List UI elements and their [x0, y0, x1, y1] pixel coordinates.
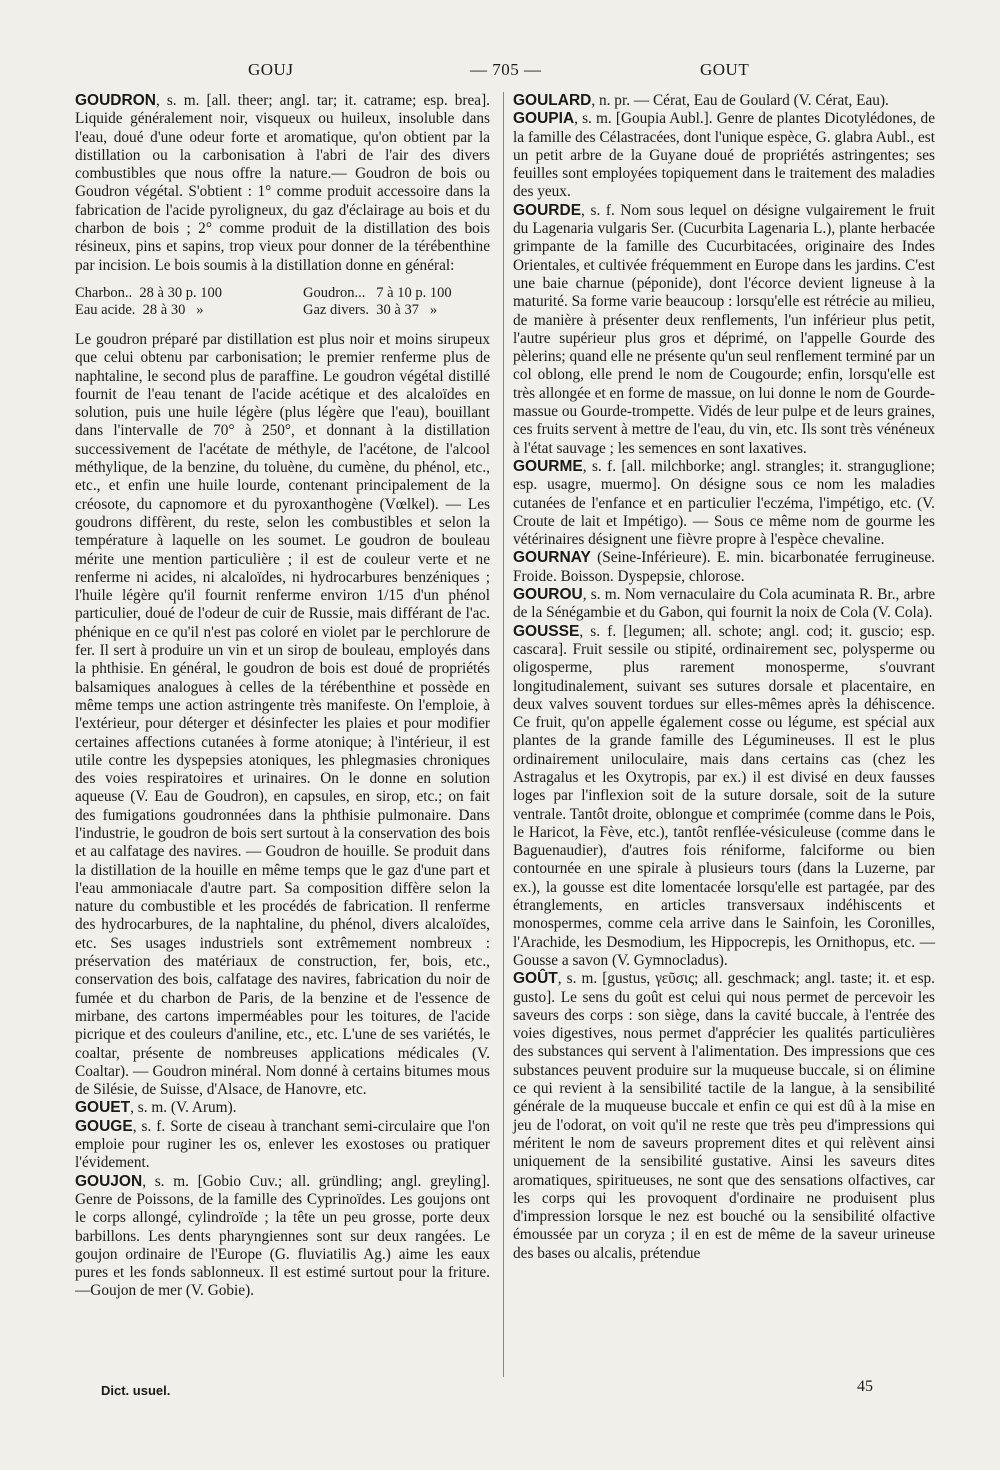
headword: GOUJON: [75, 1172, 143, 1190]
table-row: [75, 285, 490, 302]
table-cell: Eau acide. 28 à 30 »: [75, 301, 204, 318]
entry-gourde: GOURDE, s. f. Nom sous lequel on désigne vulgairement le fruit du Lagenaria vulgaris Ser. (Cucurbita Lagenaria L.), plante herbacée grimpante de la famille des Cucurbitacées, originaire des Indes Orientales, et cultivée fréquemment en Europe dans les jardins. C'est une baie charnue (péponide), dont l'écorce devient ligneuse à la maturité. Sa forme varie beaucoup : lorsqu'elle est rétrécie au milieu, de manière à présenter deux renflements, l'un inférieur plus petit, l'autre supérieur plus gros et déprimé, on l'appelle Gourde des pèlerins; quand elle ne présente qu'un seul renflement terminé par un col oblong, elle prend le nom de Cougourde; enfin, lorsqu'elle est très allongée et en forme de massue, on lui donne le nom de Gourde-massue ou Gourde-trompette. Vidés de leur pulpe et de leurs graines, ces fruits servent à mettre de l'eau, du vin, etc. Ils sont très vénéneux à l'état sauvage ; les semences en sont laxatives.: [513, 201, 935, 457]
entry-gourou: GOUROU, s. m. Nom vernaculaire du Cola acuminata R. Br., arbre de la Sénégambie et du Gabon, qui fournit la noix de Cola (V. Cola).: [513, 586, 935, 622]
headword: GOUGE: [75, 1117, 133, 1135]
entry-gout: GOÛT, s. m. [gustus, γεῦσις; all. geschmack; angl. taste; it. et esp. gusto]. Le sens du goût est celui qui nous permet de percevoir les saveurs des corps : son siège, dans la cavité buccale, à l'entrée des voies digestives, nous permet d'apprécier les qualités particulières des substances qui servent à l'alimentation. Des impressions que ces substances peuvent produire sur la muqueuse buccale, si on élimine ce qui revient à la sensibilité tactile de la langue, à la sensibilité générale de la muqueuse buccale et enfin ce qui est dû à la mise en jeu de l'odorat, on voit qu'il ne reste que très peu d'impressions qui méritent le nom de saveurs proprement dites et qui relèvent ainsi uniquement de la sensibilité gustative. Ainsi les saveurs dites aromatiques, spiritueuses, ne sont que des sensations olfactives, car les corps qui les provoquent d'ordinaire ne produisent plus d'impression lorsque le nez est bouché ou la sensibilité olfactive émoussée par un coryza ; il en est de même de la saveur urineuse des bases ou alcalis, prétendue: [513, 970, 935, 1262]
page-number: — 705 —: [470, 60, 542, 79]
entry-goulard: GOULARD, n. pr. — Cérat, Eau de Goulard (V. Cérat, Eau).: [513, 92, 889, 109]
entry-gourme: GOURME, s. f. [all. milchborke; angl. strangles; it. stranguglione; esp. usagre, muermo]. On désigne sous ce nom les maladies cutanées de l'enfance et en particulier l'eczéma, l'impétigo, etc. (V. Croute de lait et Impétigo). — Sous ce même nom de gourme les vétérinaires désignent une fièvre propre à l'espèce chevaline.: [513, 457, 935, 549]
headword: GOUET: [75, 1099, 131, 1117]
headword: GOURDE: [513, 201, 582, 219]
entry-gournay: GOURNAY (Seine-Inférieure). E. min. bicarbonatée ferrugineuse. Froide. Boisson. Dyspepsie, chlorose.: [513, 549, 935, 585]
column-divider: [503, 92, 504, 1377]
table-row: [75, 302, 490, 319]
headword: GOUSSE: [513, 622, 580, 640]
entry-gouge: GOUGE, s. f. Sorte de ciseau à tranchant semi-circulaire que l'on emploie pour ruginer les os, enlever les exostoses ou pratiquer l'évidement.: [75, 1117, 490, 1172]
distillation-table: [75, 285, 490, 319]
headword: GOURNAY: [513, 549, 591, 567]
entry-goudron-continued: Le goudron préparé par distillation est plus noir et moins sirupeux que celui obtenu par carbonisation; le premier renferme plus de naphtaline, le second plus de paraffine. Le goudron végétal distillé fournit de l'eau tenant de l'acide acétique et des alcaloïdes en solution, puis une huile légère (plus légère que l'eau), bouillant dans l'intervalle de 70° à 250°, et donnant à la distillation successivement de l'acétate de méthyle, de l'acétone, de l'alcool méthylique, de la benzine, du toluène, du cumène, du phénol, etc., etc., et enfin une huile lourde, contenant principalement de la créosote, du capnomore et du pyroxanthogène (Vœlkel). — Les goudrons diffèrent, du reste, selon les combustibles et selon la température à laquelle on les soumet. Le goudron de bouleau mérite une mention particulière ; il est de couleur verte et ne renferme ni acides, ni alcaloïdes, ni hydrocarbures benzéniques ; l'huile légère qu'il fournit renferme environ 1/15 d'un phénol particulier, doué de l'odeur de cuir de Russie, mais différant de l'ac. phénique en ce qu'il n'est pas coloré en violet par le perchlorure de fer. Il sert à produire un vin et un sirop de bouleau, employés dans la phthisie. En général, le goudron de bois est doué de propriétés balsamiques analogues à celles de la térébenthine et possède en même temps une action astringente très manifeste. On l'emploie, à l'extérieur, pour déterger et désinfecter les plaies et pour modifier certaines affections cutanées à forme atonique; à l'intérieur, il est utile contre les dyspepsies atoniques, les phlegmasies chroniques des voies respiratoires et urinaires. On le donne en solution aqueuse (V. Eau de Goudron), en capsules, en sirop, etc.; on fait des fumigations goudronnées dans la phthisie pulmonaire. Dans l'industrie, le goudron de bois sert surtout à la conservation des bois et au calfatage des navires. — Goudron de houille. Se produit dans la distillation de la houille en même temps que le gaz d'une part et l'eau ammoniacale d'autre part. Sa composition diffère selon la nature du combustible et les procédés de fabrication. Il renferme des hydrocarbures, de la naphtaline, du phénol, divers alcaloïdes, etc. Ses usages industriels sont extrêmement nombreux : préservation des matériaux de construction, fer, bois, etc., conservation des bois, calfatage des navires, fabrication du noir de fumée et du charbon de Paris, de la benzine et de l'essence de mirbane, des cartons imperméables pour les toitures, de l'acide picrique et des couleurs d'aniline, etc., etc. L'une de ses variétés, le coaltar, présente de nombreuses applications médicales (V. Coaltar). — Goudron minéral. Nom donné à certains bitumes mous de Silésie, de Suisse, d'Alsace, de Hanovre, etc.: [75, 330, 490, 1099]
entry-gouet: GOUET, s. m. (V. Arum).: [75, 1099, 237, 1117]
entry-goupia: GOUPIA, s. m. [Goupia Aubl.]. Genre de plantes Dicotylédones, de la famille des Célastracées, dont l'unique espèce, G. glabra Aubl., est un petit arbre de la Guyane doué de propriétés astringentes; ses feuilles sont employées topiquement dans le traitement des maladies des yeux.: [513, 110, 935, 201]
footer-signature: Dict. usuel.: [101, 1383, 171, 1398]
entry-gousse: GOUSSE, s. f. [legumen; all. schote; angl. cod; it. guscio; esp. cascara]. Fruit sessile ou stipité, ordinairement sec, polysperme ou oligosperme, plus rarement monosperme, s'ouvrant longitudinalement, suivant ses sutures dorsale et placentaire, en deux valves souvent tordues sur elles-mêmes après la déhiscence. Ce fruit, qu'on appelle également cosse ou légume, est spécial aux plantes de la grande famille des Légumineuses. Il est le plus ordinairement uniloculaire, mais dans certains cas (chez les Astragalus et les Oxytropis, par ex.) il est divisé en deux fausses loges par l'inflexion soit de la suture dorsale, soit de la suture ventrale. Tantôt droite, oblongue et comprimée (comme dans le Pois, le Haricot, la Fève, etc.), tantôt renflée-vésiculeuse (comme dans le Baguenaudier), d'autres fois réniforme, falciforme ou bien contournée en une spirale à plusieurs tours (dans la Luzerne, par ex.), la gousse est dite lomentacée lorsqu'elle est partagée, par des étranglements, en articles transversaux indéhiscents et monospermes, comme cela arrive dans le Sainfoin, les Coronilles, l'Arachide, les Desmodium, les Hippocrepis, les Ornithopus, etc. — Gousse a savon (V. Gymnocladus).: [513, 622, 935, 969]
running-head-left: GOUJ: [248, 60, 294, 79]
running-head-right: GOUT: [700, 60, 750, 79]
headword: GOUPIA: [513, 110, 575, 128]
entry-goudron: GOUDRON, s. m. [all. theer; angl. tar; it. catrame; esp. brea]. Liquide généralement noir, visqueux ou huileux, insoluble dans l'eau, doué d'une odeur forte et aromatique, qu'on obtient par la distillation ou la carbonisation à l'abri de l'air des divers combustibles que nous offre la nature.— Goudron de bois ou Goudron végétal. S'obtient : 1° comme produit accessoire dans la fabrication de l'acide pyroligneux, du gaz d'éclairage au bois et du charbon de bois ; 2° comme produit de la distillation des bois résineux, pins et sapins, trop vieux pour donner de la térébenthine par incision. Le bois soumis à la distillation donne en général:: [75, 92, 490, 274]
table-cell: Gaz divers. 30 à 37 »: [303, 301, 438, 318]
right-column: [513, 92, 935, 1263]
headword: GOULARD: [513, 92, 592, 109]
headword: GOÛT: [513, 970, 558, 988]
headword: GOURME: [513, 457, 583, 475]
headword: GOUROU: [513, 586, 583, 604]
footer-sheet-number: 45: [857, 1378, 873, 1395]
table-cell: Goudron... 7 à 10 p. 100: [303, 284, 452, 301]
left-column: [75, 92, 490, 1301]
entry-goujon: GOUJON, s. m. [Gobio Cuv.; all. gründling; angl. greyling]. Genre de Poissons, de la famille des Cyprinoïdes. Les goujons ont le corps allongé, cylindroïde ; la tête un peu grosse, porte deux barbillons. Les dents pharyngiennes sont sur deux rangées. Le goujon ordinaire de l'Europe (G. fluviatilis Ag.) aime les eaux pures et les fonds sablonneux. Il est estimé surtout pour la friture. —Goujon de mer (V. Gobie).: [75, 1172, 490, 1300]
headword: GOUDRON: [75, 92, 156, 109]
table-cell: Charbon.. 28 à 30 p. 100: [75, 284, 222, 301]
